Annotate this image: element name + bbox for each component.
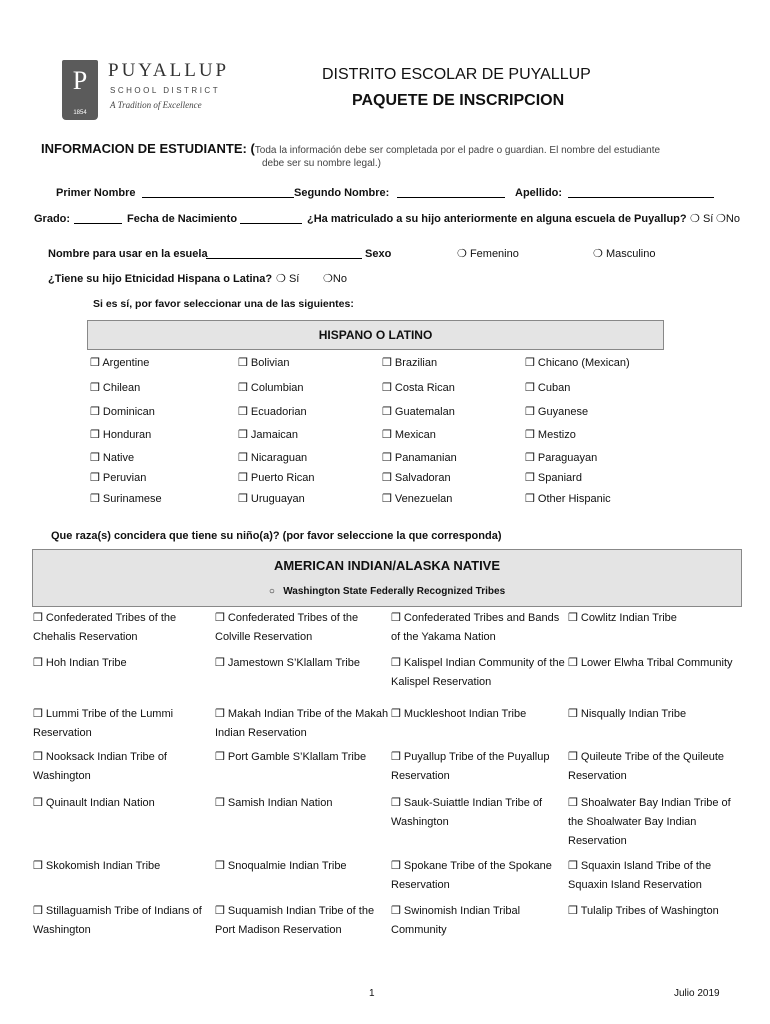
radio-label: Masculino xyxy=(605,248,656,260)
hispanic-option[interactable] xyxy=(238,381,304,394)
option-label: Peruvian xyxy=(102,472,147,484)
checkbox-icon: ❒ xyxy=(382,357,395,369)
checkbox-icon: ❒ xyxy=(391,797,404,809)
footer-date: Julio 2019 xyxy=(674,988,720,999)
hispanic-option[interactable] xyxy=(382,451,457,464)
option-label: Makah Indian Tribe of the Makah Indian Reservation xyxy=(215,708,389,739)
checkbox-icon: ❒ xyxy=(568,905,581,917)
checkbox-icon: ❒ xyxy=(525,472,538,484)
option-label: Quinault Indian Nation xyxy=(45,797,155,809)
option-label: Jamaican xyxy=(250,429,298,441)
tribe-option[interactable] xyxy=(215,705,390,743)
checkbox-icon: ❒ xyxy=(568,612,581,624)
checkbox-icon: ❒ xyxy=(391,860,404,872)
tribe-option[interactable] xyxy=(568,609,743,628)
checkbox-icon: ❒ xyxy=(391,708,404,720)
tribe-option[interactable] xyxy=(391,654,566,692)
hispanic-option[interactable] xyxy=(525,471,582,484)
hispanic-option[interactable] xyxy=(90,356,149,369)
option-label: Surinamese xyxy=(102,493,162,505)
page-number: 1 xyxy=(369,988,375,999)
option-label: Honduran xyxy=(102,429,152,441)
hispanic-option[interactable] xyxy=(525,381,570,394)
hispanic-option[interactable] xyxy=(382,428,436,441)
hispanic-option[interactable] xyxy=(238,428,298,441)
first-name-label: Primer Nombre xyxy=(56,187,136,199)
logo-tagline: A Tradition of Excellence xyxy=(110,100,202,110)
enrolled-question: ¿Ha matriculado a su hijo anteriormente en alguna escuela de Puyallup? xyxy=(307,213,687,225)
section-heading: INFORMACION DE ESTUDIANTE: ( xyxy=(41,141,255,156)
option-label: Jamestown S’Klallam Tribe xyxy=(227,657,360,669)
tribe-option[interactable] xyxy=(215,794,390,813)
hispanic-option[interactable] xyxy=(525,405,588,418)
option-label: Bolivian xyxy=(250,357,290,369)
hispanic-option[interactable] xyxy=(90,428,151,441)
checkbox-icon: ❒ xyxy=(215,751,228,763)
logo-year: 1854 xyxy=(73,110,87,116)
option-label: Guyanese xyxy=(537,406,589,418)
hispanic-option[interactable] xyxy=(238,471,315,484)
option-label: Venezuelan xyxy=(394,493,453,505)
option-label: Guatemalan xyxy=(394,406,455,418)
hispanic-option[interactable] xyxy=(90,492,162,505)
checkbox-icon: ❒ xyxy=(215,860,228,872)
option-label: Brazilian xyxy=(394,357,438,369)
birth-date-label: Fecha de Nacimiento xyxy=(127,213,238,225)
tribe-option[interactable] xyxy=(33,609,208,647)
option-label: Quileute Tribe of the Quileute Reservation xyxy=(568,751,725,782)
tribe-option[interactable] xyxy=(391,748,566,786)
option-label: Other Hispanic xyxy=(537,493,611,505)
radio-icon: ❍ xyxy=(276,273,286,285)
radio-label: No xyxy=(332,273,347,285)
option-label: Lummi Tribe of the Lummi Reservation xyxy=(33,708,174,739)
option-label: Hoh Indian Tribe xyxy=(45,657,127,669)
option-label: Confederated Tribes and Bands of the Yakama Nation xyxy=(391,612,560,643)
checkbox-icon: ❒ xyxy=(33,612,46,624)
tribe-option[interactable] xyxy=(33,748,208,786)
radio-icon: ❍ xyxy=(716,213,726,225)
checkbox-icon: ❒ xyxy=(391,657,404,669)
bullet-icon: ○ xyxy=(268,586,275,597)
option-label: Argentine xyxy=(102,357,150,369)
hispanic-option[interactable] xyxy=(525,492,611,505)
option-label: Confederated Tribes of the Colville Reservation xyxy=(215,612,359,643)
hispanic-yes-radio[interactable] xyxy=(276,272,299,285)
hispanic-option[interactable] xyxy=(525,356,630,369)
checkbox-icon: ❒ xyxy=(238,382,251,394)
checkbox-icon: ❒ xyxy=(33,797,46,809)
checkbox-icon: ❒ xyxy=(238,472,251,484)
option-label: Sauk-Suiattle Indian Tribe of Washington xyxy=(391,797,543,828)
option-label: Chilean xyxy=(102,382,141,394)
logo-letter: P xyxy=(72,66,88,95)
option-label: Swinomish Indian Tribal Community xyxy=(391,905,521,936)
middle-name-field[interactable] xyxy=(397,187,505,198)
hispanic-option[interactable] xyxy=(238,492,305,505)
checkbox-icon: ❒ xyxy=(33,751,46,763)
checkbox-icon: ❒ xyxy=(90,429,103,441)
checkbox-icon: ❒ xyxy=(525,382,538,394)
option-label: Suquamish Indian Tribe of the Port Madison Reservation xyxy=(215,905,375,936)
checkbox-icon: ❒ xyxy=(238,452,251,464)
hispanic-option[interactable] xyxy=(238,451,307,464)
tribe-option[interactable] xyxy=(391,609,566,647)
checkbox-icon: ❒ xyxy=(382,382,395,394)
hispanic-option[interactable] xyxy=(90,471,146,484)
checkbox-icon: ❒ xyxy=(33,657,46,669)
checkbox-icon: ❒ xyxy=(391,612,404,624)
checkbox-icon: ❒ xyxy=(382,452,395,464)
hispanic-option[interactable] xyxy=(382,405,455,418)
checkbox-icon: ❒ xyxy=(33,708,46,720)
subheading-text: Washington State Federally Recognized Tribes xyxy=(283,586,506,597)
option-label: Cowlitz Indian Tribe xyxy=(580,612,677,624)
tribe-option[interactable] xyxy=(33,654,208,673)
hispanic-option[interactable] xyxy=(90,381,140,394)
checkbox-icon: ❒ xyxy=(215,612,228,624)
checkbox-icon: ❒ xyxy=(391,751,404,763)
radio-icon: ❍ xyxy=(593,248,603,260)
option-label: Stillaguamish Tribe of Indians of Washington xyxy=(33,905,202,936)
district-logo xyxy=(52,56,238,126)
checkbox-icon: ❒ xyxy=(33,860,46,872)
last-name-field[interactable] xyxy=(568,187,714,198)
option-label: Mexican xyxy=(394,429,436,441)
option-label: Confederated Tribes of the Chehalis Reservation xyxy=(33,612,177,643)
option-label: Columbian xyxy=(250,382,304,394)
first-name-field[interactable] xyxy=(142,187,294,198)
tribe-option[interactable] xyxy=(215,748,390,767)
checkbox-icon: ❒ xyxy=(215,708,228,720)
radio-label: Femenino xyxy=(469,248,519,260)
tribe-option[interactable] xyxy=(568,748,743,786)
option-label: Dominican xyxy=(102,406,155,418)
checkbox-icon: ❒ xyxy=(90,493,103,505)
radio-label: Sí xyxy=(288,273,300,285)
race-subheading xyxy=(33,586,741,597)
page-subtitle: PAQUETE DE INSCRIPCION xyxy=(352,92,565,109)
hispanic-option[interactable] xyxy=(90,405,155,418)
checkbox-icon: ❒ xyxy=(525,357,538,369)
hispanic-option[interactable] xyxy=(238,356,289,369)
option-label: Ecuadorian xyxy=(250,406,307,418)
checkbox-icon: ❒ xyxy=(382,406,395,418)
info-note-line2: debe ser su nombre legal.) xyxy=(262,158,381,169)
checkbox-icon: ❒ xyxy=(90,472,103,484)
hispanic-heading: HISPANO O LATINO xyxy=(87,320,664,350)
radio-icon: ❍ xyxy=(457,248,467,260)
option-label: Spokane Tribe of the Spokane Reservation xyxy=(391,860,552,891)
if-yes-instruction: Si es sí, por favor seleccionar una de las siguientes: xyxy=(93,298,354,310)
male-radio[interactable] xyxy=(593,247,655,260)
option-label: Tulalip Tribes of Washington xyxy=(580,905,719,917)
female-radio[interactable] xyxy=(457,247,519,260)
last-name-label: Apellido: xyxy=(515,187,563,199)
checkbox-icon: ❒ xyxy=(525,406,538,418)
option-label: Nisqually Indian Tribe xyxy=(580,708,687,720)
tribe-option[interactable] xyxy=(568,902,743,921)
hispanic-option[interactable] xyxy=(238,405,307,418)
option-label: Spaniard xyxy=(537,472,582,484)
checkbox-icon: ❒ xyxy=(90,406,103,418)
enrolled-yes-radio[interactable] xyxy=(690,212,713,225)
grade-label: Grado: xyxy=(34,213,71,225)
tribe-option[interactable] xyxy=(391,705,566,724)
tribe-option[interactable] xyxy=(391,794,566,832)
tribe-option[interactable] xyxy=(215,857,390,876)
option-label: Samish Indian Nation xyxy=(227,797,333,809)
hispanic-option[interactable] xyxy=(382,381,455,394)
tribe-option[interactable] xyxy=(33,794,208,813)
birth-date-field[interactable] xyxy=(240,213,302,224)
checkbox-icon: ❒ xyxy=(90,452,103,464)
checkbox-icon: ❒ xyxy=(525,429,538,441)
checkbox-icon: ❒ xyxy=(238,357,251,369)
sex-label: Sexo xyxy=(365,248,392,260)
hispanic-option[interactable] xyxy=(525,428,576,441)
option-label: Muckleshoot Indian Tribe xyxy=(403,708,527,720)
radio-icon: ❍ xyxy=(690,213,700,225)
shield-icon xyxy=(62,60,98,120)
tribe-option[interactable] xyxy=(215,654,390,673)
checkbox-icon: ❒ xyxy=(568,657,581,669)
checkbox-icon: ❒ xyxy=(382,472,395,484)
option-label: Nicaraguan xyxy=(250,452,308,464)
hispanic-option[interactable] xyxy=(382,356,437,369)
option-label: Cuban xyxy=(537,382,571,394)
checkbox-icon: ❒ xyxy=(238,429,251,441)
logo-district: SCHOOL DISTRICT xyxy=(110,86,221,95)
option-label: Puyallup Tribe of the Puyallup Reservation xyxy=(391,751,550,782)
option-label: Salvadoran xyxy=(394,472,451,484)
american-indian-heading-box xyxy=(32,549,742,607)
option-label: Port Gamble S’Klallam Tribe xyxy=(227,751,367,763)
grade-field[interactable] xyxy=(74,213,122,224)
checkbox-icon: ❒ xyxy=(382,429,395,441)
option-label: Squaxin Island Tribe of the Squaxin Island Reservation xyxy=(568,860,712,891)
option-label: Costa Rican xyxy=(394,382,455,394)
hispanic-no-radio[interactable] xyxy=(323,272,347,285)
tribe-option[interactable] xyxy=(33,705,208,743)
option-label: Skokomish Indian Tribe xyxy=(45,860,161,872)
checkbox-icon: ❒ xyxy=(215,797,228,809)
checkbox-icon: ❒ xyxy=(215,905,228,917)
info-note-line1: Toda la información debe ser completada por el padre o guardian. El nombre del estudiante xyxy=(254,145,661,156)
middle-name-label: Segundo Nombre: xyxy=(294,187,390,199)
tribe-option[interactable] xyxy=(391,902,566,940)
checkbox-icon: ❒ xyxy=(525,452,538,464)
tribe-option[interactable] xyxy=(33,857,208,876)
hispanic-option[interactable] xyxy=(525,451,597,464)
preferred-name-field[interactable] xyxy=(206,248,362,259)
checkbox-icon: ❒ xyxy=(90,357,103,369)
radio-label: No xyxy=(725,213,740,225)
enrolled-no-radio[interactable] xyxy=(716,212,740,225)
tribe-option[interactable] xyxy=(215,902,390,940)
checkbox-icon: ❒ xyxy=(382,493,395,505)
checkbox-icon: ❒ xyxy=(391,905,404,917)
option-label: Nooksack Indian Tribe of Washington xyxy=(33,751,167,782)
option-label: Kalispel Indian Community of the Kalispel Reservation xyxy=(391,657,565,688)
race-question: Que raza(s) concidera que tiene su niño(a)? (por favor seleccione la que corresponda) xyxy=(51,530,502,542)
option-label: Mestizo xyxy=(537,429,576,441)
radio-icon: ❍ xyxy=(323,273,333,285)
page-title: DISTRITO ESCOLAR DE PUYALLUP xyxy=(322,66,591,83)
tribe-option[interactable] xyxy=(568,794,743,851)
option-label: Puerto Rican xyxy=(250,472,315,484)
preferred-name-label: Nombre para usar en la esuela xyxy=(48,248,208,260)
checkbox-icon: ❒ xyxy=(568,797,581,809)
race-heading: AMERICAN INDIAN/ALASKA NATIVE xyxy=(273,558,501,573)
option-label: Shoalwater Bay Indian Tribe of the Shoalwater Bay Indian Reservation xyxy=(568,797,731,847)
tribe-option[interactable] xyxy=(568,654,743,673)
tribe-option[interactable] xyxy=(391,857,566,895)
hispanic-option[interactable] xyxy=(382,471,451,484)
checkbox-icon: ❒ xyxy=(568,751,581,763)
checkbox-icon: ❒ xyxy=(33,905,46,917)
checkbox-icon: ❒ xyxy=(568,708,581,720)
tribe-option[interactable] xyxy=(568,857,743,895)
option-label: Panamanian xyxy=(394,452,457,464)
checkbox-icon: ❒ xyxy=(215,657,228,669)
checkbox-icon: ❒ xyxy=(525,493,538,505)
tribe-option[interactable] xyxy=(33,902,208,940)
option-label: Snoqualmie Indian Tribe xyxy=(227,860,347,872)
checkbox-icon: ❒ xyxy=(238,493,251,505)
checkbox-icon: ❒ xyxy=(90,382,103,394)
radio-label: Sí xyxy=(702,213,714,225)
option-label: Paraguayan xyxy=(537,452,598,464)
option-label: Native xyxy=(102,452,135,464)
tribe-option[interactable] xyxy=(215,609,390,647)
logo-name: PUYALLUP xyxy=(108,60,230,81)
hispanic-option[interactable] xyxy=(382,492,452,505)
option-label: Lower Elwha Tribal Community xyxy=(580,657,733,669)
hispanic-option[interactable] xyxy=(90,451,134,464)
checkbox-icon: ❒ xyxy=(238,406,251,418)
option-label: Chicano (Mexican) xyxy=(537,357,630,369)
hispanic-question: ¿Tiene su hijo Etnicidad Hispana o Latina? xyxy=(48,273,273,285)
student-info-heading xyxy=(41,141,660,156)
checkbox-icon: ❒ xyxy=(568,860,581,872)
option-label: Uruguayan xyxy=(250,493,305,505)
tribe-option[interactable] xyxy=(568,705,743,724)
